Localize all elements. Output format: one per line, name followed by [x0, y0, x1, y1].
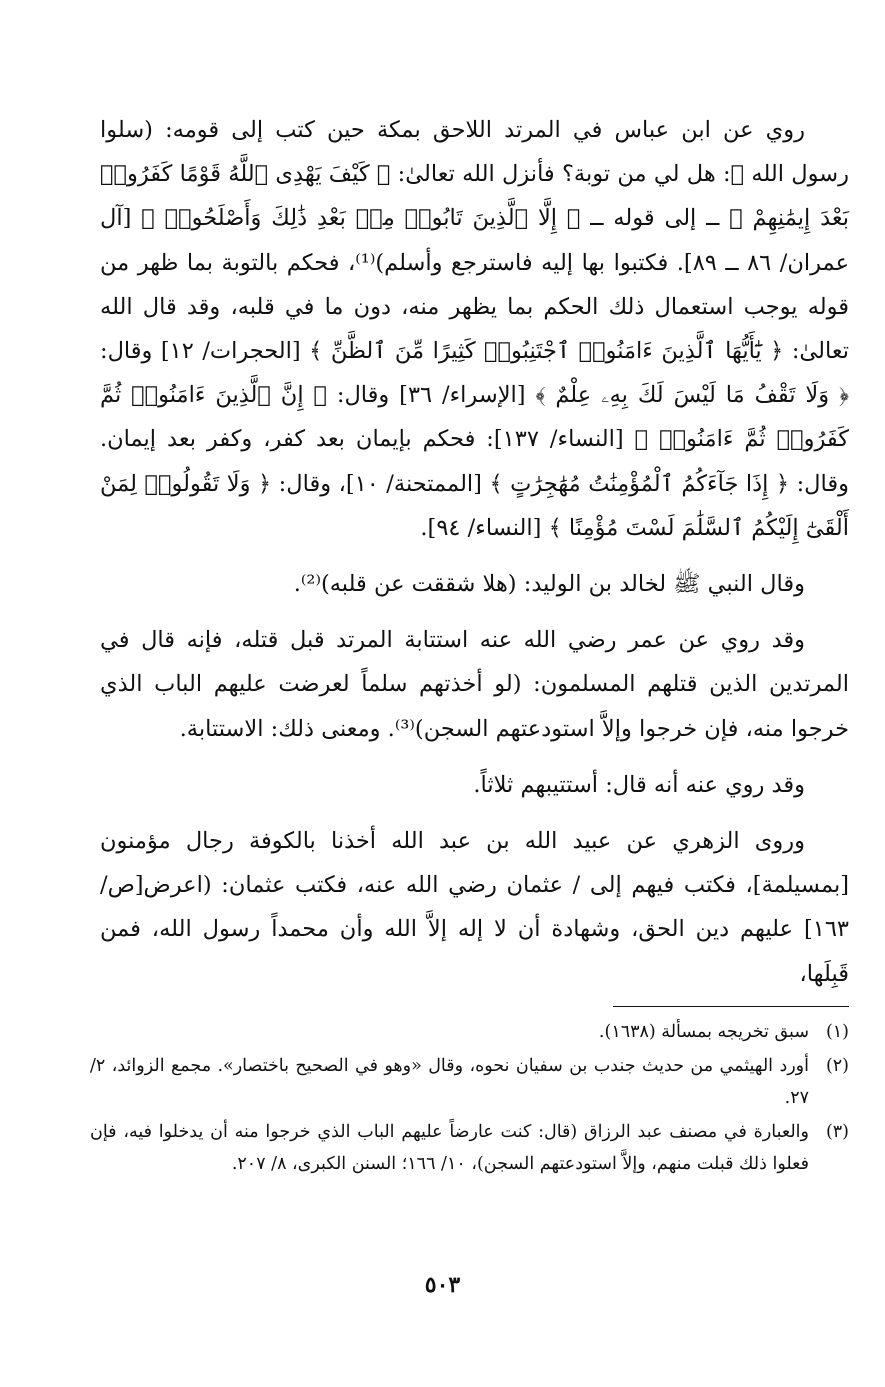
footnote-2	[90, 1050, 849, 1114]
footnote-separator	[613, 1006, 849, 1007]
paragraph-4: وقد روي عنه أنه قال: أستتيبهم ثلاثاً.	[473, 771, 805, 798]
footnote-number: (٢)	[825, 1056, 849, 1076]
footnote-text: والعبارة في مصنف عبد الرزاق (قال: كنت عارضاً عليهم الباب الذي خرجوا منه أن يدخلوا فيه، فإن فعلوا ذلك قبلت منهم، وإلاَّ استودعتهم السجن)، ١٠/ ١٦٦؛ السنن الكبرى، ٨/ ٢٠٧.	[90, 1122, 809, 1174]
paragraph-5: وروى الزهري عن عبيد الله بن عبد الله أخذنا بالكوفة رجال مؤمنون [بمسيلمة]، فكتب فيهم إلى / عثمان رضي الله عنه، فكتب عثمان: (اعرض[ص/١٦٣] عليهم دين الحق، وشهادة أن لا إله إلاَّ الله وأن محمداً رسول الله، فمن قَبِلَها،	[100, 828, 849, 987]
footnote-1	[90, 1016, 849, 1048]
footnotes	[90, 1016, 849, 1182]
footnote-3	[90, 1116, 849, 1180]
footnote-text: سبق تخريجه بمسألة (١٦٣٨).	[598, 1022, 809, 1042]
paragraph-3: وقد روي عن عمر رضي الله عنه استتابة المرتد قبل قتله، فإنه قال في المرتدين الذين قتلهم المسلمون: (لو أخذتهم سلماً لعرضت عليهم الباب الذي خرجوا منه، فإن خرجوا وإلاَّ استودعتهم السجن)⁽³⁾. ومعنى ذلك: الاستتابة.	[100, 627, 849, 742]
paragraph-2: وقال النبي ﷺ لخالد بن الوليد: (هلا شققت عن قلبه)⁽²⁾.	[293, 571, 805, 598]
footnote-text: أورد الهيثمي من حديث جندب بن سفيان نحوه، وقال «وهو في الصحيح باختصار». مجمع الزوائد، ٢/ ٢٧.	[90, 1056, 809, 1108]
main-text	[100, 108, 849, 1008]
footnote-number: (١)	[825, 1022, 849, 1042]
paragraph-1: روي عن ابن عباس في المرتد اللاحق بمكة حين كتب إلى قومه: (سلوا رسول الله ﷺ: هل لي من توبة؟ فأنزل الله تعالىٰ: ﴿ كَيْفَ يَهْدِى ٱللَّهُ قَوْمًا كَفَرُوا۟ بَعْدَ إِيمَٰنِهِمْ ﴾ ــ إلى قوله ــ ﴿ إِلَّا ٱلَّذِينَ تَابُوا۟ مِنۢ بَعْدِ ذَٰلِكَ وَأَصْلَحُوا۟ ﴾ [آل عمران/ ٨٦ ــ ٨٩]. فكتبوا بها إليه فاسترجع وأسلم)⁽¹⁾، فحكم بالتوبة بما ظهر من قوله يوجب استعمال ذلك الحكم بما يظهر منه، دون ما في قلبه، وقد قال الله تعالىٰ: ﴿ يَٰٓأَيُّهَا ٱلَّذِينَ ءَامَنُوا۟ ٱجْتَنِبُوا۟ كَثِيرًا مِّنَ ٱلظَّنِّ ﴾ [الحجرات/ ١٢] وقال: ﴿ وَلَا تَقْفُ مَا لَيْسَ لَكَ بِهِۦ عِلْمٌ ﴾ [الإسراء/ ٣٦] وقال: ﴿ إِنَّ ٱلَّذِينَ ءَامَنُوا۟ ثُمَّ كَفَرُوا۟ ثُمَّ ءَامَنُوا۟ ﴾ [النساء/ ١٣٧]: فحكم بإيمان بعد كفر، وكفر بعد إيمان. وقال: ﴿ إِذَا جَآءَكُمُ ٱلْمُؤْمِنَٰتُ مُهَٰجِرَٰتٍ ﴾ [الممتحنة/ ١٠]، وقال: ﴿ وَلَا تَقُولُوا۟ لِمَنْ أَلْقَىٰٓ إِلَيْكُمُ ٱلسَّلَٰمَ لَسْتَ مُؤْمِنًا ﴾ [النساء/ ٩٤].	[100, 117, 849, 541]
page-number: ٥٠٣	[424, 1272, 461, 1298]
footnote-number: (٣)	[825, 1122, 849, 1142]
